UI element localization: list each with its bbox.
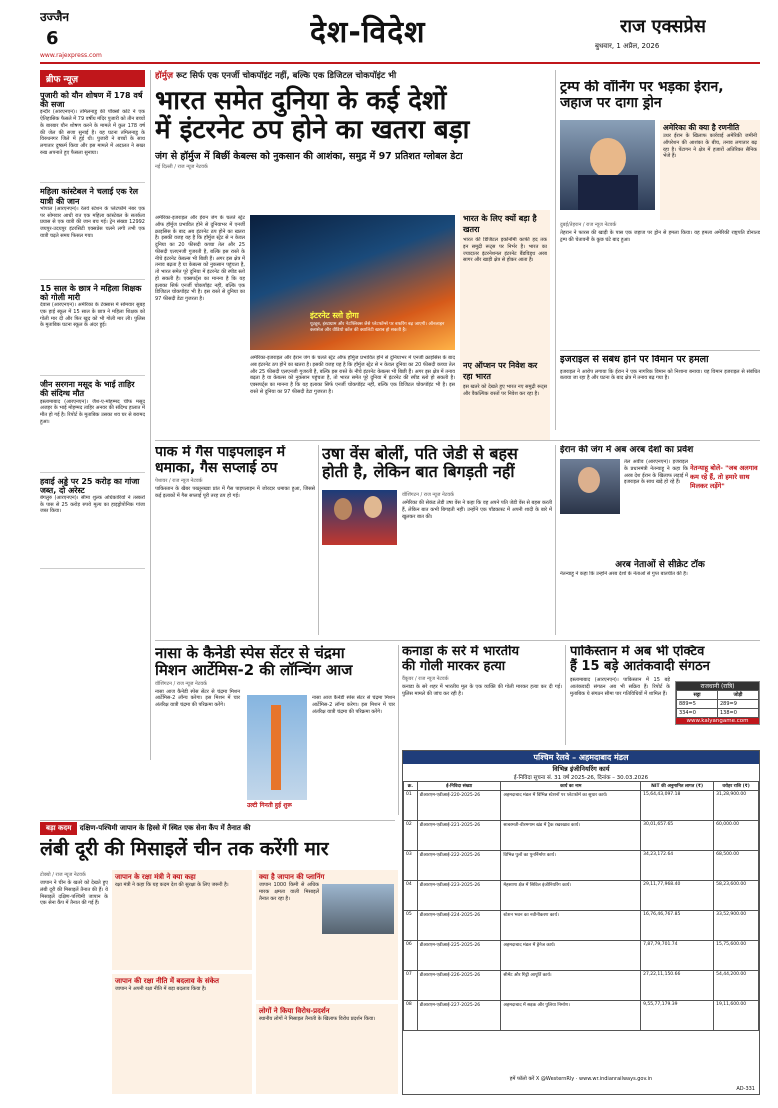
- missile-box2-title: क्या है जापान की प्लानिंग: [259, 873, 325, 881]
- tender-cell: 60,000.00: [714, 821, 759, 851]
- brief-body: भोपाल (आरएनएन)। रेलवे स्टेशन के प्लेटफॉर्म नंबर एक पर सोमवार आधी रात एक महिला कांस्टेबल के सतर्कता प्रयास से एक यात्री की जान बच गई। ट्रेन संख्या 12992 जयपुर-उदयपुर इंटरसिटी एक्सप्रेस चलने लगी तभी एक यात्री चढ़ते समय फिसल गया।: [40, 205, 145, 239]
- tender-header: ई-निविदा संख्या: [417, 782, 501, 791]
- missile-box4: [256, 1004, 398, 1094]
- rocket-caption: उल्टी गिनती हुई शुरू: [247, 802, 292, 809]
- missile-box4-title: लोगों ने किया विरोध-प्रदर्शन: [259, 1007, 330, 1015]
- tender-cell: 34,23,172.64: [641, 851, 714, 881]
- tender-cell: 33,52,900.00: [714, 911, 759, 941]
- brief-title: पुजारी को यौन शोषण में 178 वर्ष की सजा: [40, 91, 143, 110]
- game-h1: जोड़ी: [718, 691, 759, 700]
- usha-byline: वॉशिंगटन / राज न्यूज नेटवर्क: [402, 492, 454, 498]
- tender-cell: 68,500.00: [714, 851, 759, 881]
- tender-row: [404, 1001, 759, 1031]
- section-title: देश-विदेश: [310, 15, 426, 50]
- tender-cell: डीआरएम-एडीआई-220-2025-26: [417, 791, 501, 821]
- lead-sidebox: [460, 210, 550, 440]
- tender-cell: 27,22,11,150.66: [641, 971, 714, 1001]
- tender-cell: मेहसाणा क्षेत्र में सिविल इंजीनियरिंग कार्य।: [501, 881, 641, 911]
- usha-headline-1: उषा वेंस बोलीं, पति जेडी से बहस: [322, 445, 518, 463]
- tender-cell: 58,23,600.00: [714, 881, 759, 911]
- brief-item: [40, 91, 145, 183]
- gas-story: [155, 445, 315, 645]
- sidebox2-body: इस खतरे को देखते हुए भारत नए समुद्री रूट्स और वैकल्पिक रास्तों पर निवेश कर रहा है।: [463, 384, 547, 397]
- missile-story: [40, 822, 398, 1102]
- tender-header: क्र.: [404, 782, 418, 791]
- tender-org: पश्चिम रेलवे – अहमदाबाद मंडल: [403, 751, 759, 764]
- missile-box2: [256, 870, 398, 1000]
- tender-row: [404, 941, 759, 971]
- missile-box2-body: जापान 1000 किमी से अधिक मारक क्षमता वाली मिसाइलें तैनात कर रहा है।: [259, 882, 319, 902]
- photo-caption: यूट्यूब, इंस्टाग्राम और नेटफ्लिक्स जैसे प्लेटफॉर्म्स पर बफरिंग बढ़ जाएगी। ऑनलाइन क्लासेज और वीडियो कॉल की क्वालिटी खराब हो सकती है।: [310, 322, 445, 333]
- trump-side-title: अमेरिका की क्या है रणनीति: [663, 123, 740, 132]
- usha-photo: [322, 490, 397, 545]
- netanyahu-story: [560, 445, 760, 635]
- tender-cell: डीआरएम-एडीआई-221-2025-26: [417, 821, 501, 851]
- lead-kicker-rest: रूट सिर्फ एक एनर्जी चोकपॉइंट नहीं, बल्कि एक डिजिटल चोकपॉइंट भी: [176, 71, 397, 81]
- brief-body: इस्लामाबाद (आरएनएन)। जैश-ए-मोहम्मद चीफ मसूद अजहर के भाई मोहम्मद ताहिर अनवर की संदिग्ध हालात में मौत हो गई है। रिपोर्ट के मुताबिक उसका शव घर से बरामद हुआ।: [40, 398, 145, 425]
- tender-cell: 15,64,43,097.18: [641, 791, 714, 821]
- brief-item: [40, 284, 145, 376]
- masthead: [40, 8, 760, 60]
- gas-body: पाकिस्तान के खैबर पख्तूनख्वा प्रांत में गैस पाइपलाइन में जोरदार धमाका हुआ, जिससे कई इलाकों में गैस सप्लाई पूरी तरह ठप हो गई।: [155, 486, 315, 500]
- nasa-byline: वॉशिंगटन / राज न्यूज नेटवर्क: [155, 680, 207, 687]
- brief-item: [40, 380, 145, 472]
- brief-title: हवाई अड्डे पर 25 करोड़ का गांजा जब्त, दो अरेस्ट: [40, 476, 140, 495]
- brief-item: [40, 187, 145, 279]
- tender-header: कार्य का नाम: [501, 782, 641, 791]
- tender-cell: 04: [404, 881, 418, 911]
- sidebox1-title: भारत के लिए क्यों बड़ा है खतरा: [463, 214, 537, 234]
- trump-story: [560, 80, 760, 340]
- tender-cell: 08: [404, 1001, 418, 1031]
- netanyahu-headline: ईरान की जंग में अब अरब देशों का प्रवेश: [560, 445, 694, 455]
- game-r0c1: 289=9: [718, 700, 759, 709]
- canada-byline: वैंकूवर / राज न्यूज नेटवर्क: [402, 676, 449, 683]
- missile-box1: [112, 870, 252, 970]
- missile-body: जापान ने चीन के खतरे को देखते हुए लंबी दूरी की मिसाइलें तैनात की हैं। ये मिसाइलें दक्षिण-पश्चिमी जापान के एक सेना कैंप में तैनात की गई हैं।: [40, 880, 108, 907]
- tender-cell: 9,55,77,179.39: [641, 1001, 714, 1031]
- brief-body: इन्दौर (आरएनएन)। तमिलनाडु की पॉक्सो कोर्ट ने एक ऐतिहासिक फैसले में 79 वर्षीय मंदिर पुजारी को तीन बच्चों के बारबार यौन शोषण करने के मामले में कुल 178 वर्ष की जेल की सजा सुनाई है। यह घटना तमिलनाडु के विरुधनगर जिले में हुई थी। पुजारी ने बच्चों के साथ लगातार दुष्कर्म किया और इस मामले में अदालत ने सख्त रुख अपनाते हुए फैसला सुनाया।: [40, 109, 145, 156]
- tender-cell: 7,87,79,701.74: [641, 941, 714, 971]
- brief-title: महिला कांस्टेबल ने चलाई एक रेल यात्री की जान: [40, 187, 139, 206]
- pak-headline-1: पाकिस्तान में अब भी एक्टिव: [570, 645, 705, 659]
- missile-byline: टोक्यो / राज न्यूज नेटवर्क: [40, 872, 86, 878]
- missile-box1-body: रक्षा मंत्री ने कहा कि यह कदम देश की सुरक्षा के लिए जरूरी है।: [115, 882, 229, 888]
- missile-box1-title: जापान के रक्षा मंत्री ने क्या कहा: [115, 873, 196, 881]
- tender-row: [404, 821, 759, 851]
- tender-cell: डीआरएम-एडीआई-227-2025-26: [417, 1001, 501, 1031]
- netanyahu-subhead: अरब नेताओं से सीक्रेट टॉक: [615, 560, 705, 570]
- tender-cell: 07: [404, 971, 418, 1001]
- tender-header: NIT की अनुमानित लागत (₹): [641, 782, 714, 791]
- brief-item: [40, 477, 145, 569]
- tender-cell: अहमदाबाद मंडल में ड्रेनेज कार्य।: [501, 941, 641, 971]
- brief-label: ब्रीफ न्यूज़: [40, 70, 145, 87]
- tender-cell: 15,75,600.00: [714, 941, 759, 971]
- tender-cell: 01: [404, 791, 418, 821]
- tender-cell: 05: [404, 911, 418, 941]
- netanyahu-photo: [560, 459, 620, 514]
- tender-cell: डीआरएम-एडीआई-225-2025-26: [417, 941, 501, 971]
- game-title: राजधानी (रात्रि): [676, 682, 759, 690]
- tender-cell: डीआरएम-एडीआई-222-2025-26: [417, 851, 501, 881]
- netanyahu-body: तेल अवीव (आरएनएन)। इजराइल के प्रधानमंत्री नेतन्याहू ने कहा कि अरब देश ईरान के खिलाफ लड़ाई में इजराइल के साथ खड़े हो रहे हैं।: [624, 459, 688, 486]
- nasa-headline-2: मिशन आर्टेमिस-2 की लॉन्चिंग आज: [155, 660, 353, 679]
- game-site[interactable]: www.kalyangame.com: [676, 718, 759, 724]
- pak-body: इस्लामाबाद (आरएनएन)। पाकिस्तान में 15 बड़े आतंकवादी संगठन अब भी सक्रिय हैं। रिपोर्ट के मुताबिक ये संगठन सीमा पार गतिविधियों में शामिल हैं।: [570, 677, 670, 697]
- missile-box3-body: जापान ने अपनी रक्षा नीति में बड़ा बदलाव किया है।: [115, 986, 207, 992]
- missile-box3: [112, 974, 252, 1094]
- brief-column: [40, 70, 145, 770]
- tender-cell: अहमदाबाद मंडल में विभिन्न स्टेशनों पर प्लेटफॉर्म का सुधार कार्य।: [501, 791, 641, 821]
- canada-story: [402, 645, 562, 745]
- game-box: [675, 681, 760, 725]
- missile-headline: लंबी दूरी की मिसाइलें चीन तक करेंगी मार: [40, 838, 329, 860]
- brief-body: देवास (आरएनएन)। अमेरिका के टेक्सास में सोमवार सुबह एक हाई स्कूल में 15 साल के छात्र ने महिला शिक्षक को गोली मार दी और फिर खुद को भी गोली मार ली। पुलिस के मुताबिक घटना स्कूल के अंदर हुई।: [40, 302, 145, 329]
- tender-cell: 02: [404, 821, 418, 851]
- pak-story: [570, 645, 760, 745]
- missile-photo: [322, 884, 394, 934]
- tender-table: [403, 781, 759, 1031]
- paper-name: राज एक्सप्रेस: [620, 16, 706, 37]
- usha-story: [322, 445, 552, 635]
- sidebox2-title: नए ऑप्शन पर निवेश कर रहा भारत: [463, 361, 538, 381]
- tender-cell: अहमदाबाद में सड़क और पुलिया निर्माण।: [501, 1001, 641, 1031]
- nasa-body: नासा आज कैनेडी स्पेस सेंटर से चंद्रमा मिशन आर्टेमिस-2 लॉन्च करेगा। इस मिशन में चार अंतरिक्ष यात्री चंद्रमा की परिक्रमा करेंगे।: [155, 688, 240, 709]
- trump-body: तेहरान ने फारस की खाड़ी के पास एक जहाज पर ड्रोन से हमला किया। यह हमला अमेरिकी राष्ट्रपति डोनाल्ड ट्रम्प की चेतावनी के कुछ घंटे बाद हुआ।: [560, 230, 760, 243]
- lead-headline-1: भारत समेत दुनिया के कई देशों: [155, 86, 447, 116]
- brief-body: बेंगलुरु (आरएनएन)। सीमा शुल्क अधिकारियों ने तस्करों के पास से 25 करोड़ रुपये मूल्य का हाइड्रोपोनिक गांजा जब्त किया।: [40, 494, 145, 515]
- tender-row: [404, 881, 759, 911]
- nasa-headline-1: नासा के कैनेडी स्पेस सेंटर से चंद्रमा: [155, 645, 345, 662]
- missile-tag: बड़ा कदम: [40, 822, 77, 835]
- missile-box3-title: जापान की रक्षा नीति में बदलाव के संकेत: [115, 977, 219, 985]
- tender-cell: साबरमती-वीरमगाम खंड में ट्रैक रखरखाव कार्य।: [501, 821, 641, 851]
- israel-headline: इजराइल से संबंध होने पर विमान पर हमला: [560, 355, 709, 365]
- nasa-body-2: नासा आज कैनेडी स्पेस सेंटर से चंद्रमा मिशन आर्टेमिस-2 लॉन्च करेगा। इस मिशन में चार अंतरिक्ष यात्री चंद्रमा की परिक्रमा करेंगे।: [312, 695, 395, 715]
- city: उज्जैन: [40, 10, 70, 24]
- netanyahu-sub-body: नेतन्याहू ने कहा कि उन्होंने अरब देशों के नेताओं से गुप्त बातचीत की है।: [560, 571, 688, 577]
- usha-body: अमेरिका की सेकंड लेडी उषा वेंस ने कहा कि वह अपने पति जेडी वेंस से बहस करती हैं, लेकिन बात कभी बिगड़ती नहीं। उन्होंने एक पॉडकास्ट में अपनी शादी के बारे में खुलकर बात की।: [402, 500, 552, 520]
- game-r1c1: 138=0: [718, 709, 759, 718]
- tender-code: AD-331: [736, 1086, 755, 1092]
- page-number: 6: [46, 28, 59, 49]
- tender-cell: 54,44,200.00: [714, 971, 759, 1001]
- tender-row: [404, 971, 759, 1001]
- tender-footer: हमें फॉलो करें X @WesternRly · www.wr.indianrailways.gov.in: [509, 1076, 653, 1082]
- canada-body: कनाडा के सरे शहर में भारतीय मूल के एक व्यक्ति की गोली मारकर हत्या कर दी गई। पुलिस मामले की जांच कर रही है।: [402, 684, 562, 697]
- canada-headline-2: की गोली मारकर हत्या: [402, 658, 506, 674]
- cable-photo: [250, 215, 455, 350]
- brief-title: जीन सरगना मसूद के भाई ताहिर की संदिग्ध मौत: [40, 380, 135, 399]
- tender-cell: 06: [404, 941, 418, 971]
- trump-photo: [560, 120, 655, 210]
- trump-byline: दुबई/तेहरान / राज न्यूज नेटवर्क: [560, 222, 617, 228]
- tender-row: [404, 791, 759, 821]
- missile-kicker: दक्षिण-पश्चिमी जापान के हिस्से में स्थित एक सेना कैंप में तैनात की: [79, 824, 251, 832]
- sidebox1-body: भारत की डिजिटल इकोनॉमी काफी हद तक इन समुद्री रूट्स पर निर्भर है। भारत का ज्यादातर इंटरनेशनल इंटरनेट बैंडविड्थ अरब सागर और खाड़ी क्षेत्र से होकर आता है।: [463, 237, 547, 264]
- tender-cell: विभिन्न पुलों का पुनर्निर्माण कार्य।: [501, 851, 641, 881]
- lead-deck: जंग से हॉर्मुज में बिछीं केबल्स को नुकसान की आशंका, समुद्र में 97 प्रतिशत ग्लोबल डेटा: [155, 151, 463, 163]
- tender-notice: ई-निविदा सूचना सं. 31 वर्ष 2025-26, दिनांक – 30.03.2026: [513, 775, 649, 781]
- website[interactable]: www.rajexpress.com: [40, 52, 102, 59]
- game-r0c0: 889=5: [677, 700, 718, 709]
- tender-cell: 03: [404, 851, 418, 881]
- missile-box4-body: स्थानीय लोगों ने मिसाइल तैनाती के खिलाफ विरोध प्रदर्शन किया।: [259, 1016, 376, 1022]
- netanyahu-quote: नेतन्याहू बोले- "जब अलगाव कम रहे हैं, तो हमारे साथ मिलकर लड़ेंगे": [690, 464, 758, 490]
- tender-cell: सीमेंट और गिट्टी आपूर्ति कार्य।: [501, 971, 641, 1001]
- gas-byline: पेशावर / राज न्यूज नेटवर्क: [155, 478, 203, 485]
- tender-header: धरोहर राशि (₹): [714, 782, 759, 791]
- brief-title: 15 साल के छात्र ने महिला शिक्षक को गोली मारी: [40, 283, 142, 302]
- tender-row: [404, 911, 759, 941]
- tender-cell: डीआरएम-एडीआई-224-2025-26: [417, 911, 501, 941]
- railway-tender: [402, 750, 760, 1095]
- tender-cell: 16,76,46,767.85: [641, 911, 714, 941]
- tender-cell: डीआरएम-एडीआई-226-2025-26: [417, 971, 501, 1001]
- photo-label: इंटरनेट स्लो होगा: [310, 311, 359, 320]
- rocket-photo: [247, 695, 307, 800]
- game-r1c0: 334=0: [677, 709, 718, 718]
- tender-cell: 30,01,657.65: [641, 821, 714, 851]
- lead-headline-2: में इंटरनेट ठप होने का खतरा बड़ा: [155, 115, 470, 146]
- usha-headline-2: होती है, लेकिन बात बिगड़ती नहीं: [322, 461, 515, 481]
- pak-headline-2: हैं 15 बड़े आतंकवादी संगठन: [570, 658, 710, 674]
- tender-row: [404, 851, 759, 881]
- trump-sidebox: [660, 120, 760, 220]
- tender-cell: 29,11,77,968.40: [641, 881, 714, 911]
- tender-cell: डीआरएम-एडीआई-223-2025-26: [417, 881, 501, 911]
- tender-cell: 19,11,600.00: [714, 1001, 759, 1031]
- lead-byline: नई दिल्ली / राज न्यूज नेटवर्क: [155, 164, 208, 171]
- tender-sub: विभिन्न इंजीनियरिंग कार्य: [552, 765, 610, 773]
- tender-cell: 31,28,900.00: [714, 791, 759, 821]
- lead-body-1: अमेरिका-इजराइल और ईरान जंग के चलते स्ट्रेट ऑफ हॉर्मुज प्रभावित होने से दुनियाभर में एनर्जी क्राइसिस के बाद अब इंटरनेट ठप होने का खतरा है। इसकी वजह यह है कि हॉर्मुज स्ट्रेट से न केवल दुनिया का 20 फीसदी कच्चा तेल और 25 फीसदी एलएनजी गुजरती है, बल्कि इस रास्ते के नीचे इंटरनेट केबल्स भी बिछी हैं। अगर इस क्षेत्र में तनाव बढ़ता है या केबल्स को नुकसान पहुंचता है, तो भारत समेत पूरे दुनिया में इंटरनेट की स्पीड स्लो हो सकती है। एक्सपर्ट्स का मानना है कि यह इलाका सिर्फ एनर्जी चोकपॉइंट नहीं, बल्कि एक डिजिटल चोकपॉइंट भी है। इस रास्ते से दुनिया का 97 फीसदी डेटा गुजरता है।: [155, 215, 245, 302]
- lead-body-2: अमेरिका-इजराइल और ईरान जंग के चलते स्ट्रेट ऑफ हॉर्मुज प्रभावित होने से दुनियाभर में एनर्जी क्राइसिस के बाद अब इंटरनेट ठप होने का खतरा है। इसकी वजह यह है कि हॉर्मुज स्ट्रेट से न केवल दुनिया का 20 फीसदी कच्चा तेल और 25 फीसदी एलएनजी गुजरती है, बल्कि इस रास्ते के नीचे इंटरनेट केबल्स भी बिछी हैं। अगर इस क्षेत्र में तनाव बढ़ता है या केबल्स को नुकसान पहुंचता है, तो भारत समेत पूरे दुनिया में इंटरनेट की स्पीड स्लो हो सकती है। एक्सपर्ट्स का मानना है कि यह इलाका सिर्फ एनर्जी चोकपॉइंट नहीं, बल्कि एक डिजिटल चोकपॉइंट भी है। इस रास्ते से दुनिया का 97 फीसदी डेटा गुजरता है।: [250, 355, 455, 395]
- lead-story: [155, 70, 550, 440]
- tender-cell: स्टेशन भवन का नवीनीकरण कार्य।: [501, 911, 641, 941]
- gas-headline: पाक में गैस पाइपलाइन में धमाका, गैस सप्लाई ठप: [155, 445, 286, 476]
- israel-body: इजराइल ने आरोप लगाया कि ईरान ने एक नागरिक विमान को निशाना बनाया। यह विमान इजराइल से संबंधित बताया जा रहा है और घटना के बाद क्षेत्र में तनाव बढ़ गया है।: [560, 368, 760, 382]
- issue-date: बुधवार, 1 अप्रैल, 2026: [595, 42, 660, 50]
- nasa-story: [155, 645, 395, 815]
- israel-story: [560, 355, 760, 435]
- lead-kicker: हॉर्मुज़: [155, 71, 174, 81]
- game-h0: सट्टा: [677, 691, 718, 700]
- trump-side-body: उधर ईरान के खिलाफ कार्रवाई अमेरिकी जमीनी ऑपरेशन की आशंका के बीच, तनाव लगातार बढ़ रहा है। पेंटागन ने क्षेत्र में हजारों अतिरिक्त सैनिक भेजे हैं।: [663, 133, 757, 160]
- canada-headline-1: कनाडा के सरे में भारतीय: [402, 645, 519, 659]
- trump-headline: ट्रम्प की वॉर्निंग पर भड़का ईरान, जहाज पर दागा ड्रोन: [560, 80, 724, 111]
